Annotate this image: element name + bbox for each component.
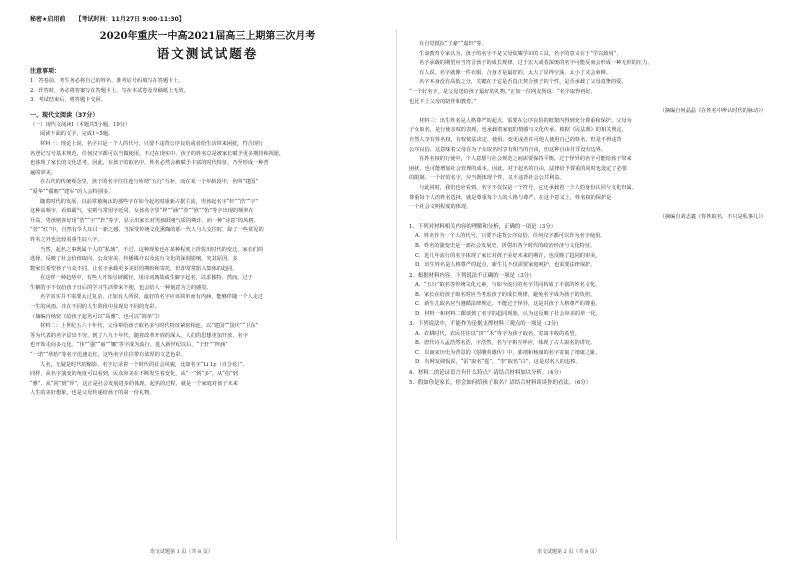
passage-line: 当然，起名之事既属个人的“私域”，不过，这种现象也在某种程度上折射出时代的变迁。家长们的: [40, 246, 264, 253]
question-option: B．家长在给孩子取名时应当考虑孩子的成长规律，避免名字成为孩子的负担。: [415, 291, 596, 298]
passage-line: 材料一：理论上说，名字只是一个人的代号。只要不违背公序良俗或者给生活带来困扰，符合现行: [40, 140, 264, 147]
passage-line: 有人说，名字就像一件衣服，合身才是最好的。太大了显得空荡，太小了又会束缚。: [419, 69, 611, 76]
passage-line: 一个社会文明程度的体现。: [409, 204, 472, 211]
passage-line: 公序良俗。这意味着父母在为子女取名时享有相当的自由，但这种自由并非没有边界。: [409, 146, 607, 153]
passage-line: “一个好名字，是父母送给孩子最好的礼物。”正如一位网友所说：“名字取得再好，: [409, 88, 596, 95]
exam-subject-title: 语文测试试题卷: [156, 46, 259, 61]
passage-line: （摘编自杨密《给孩子起名可以“高雅”，也可以“简单”》）: [30, 313, 163, 320]
passage-right-part1: [409, 40, 784, 107]
passage-line: 遍的审美。: [30, 169, 56, 176]
passage-line: 也比不上父母的陪伴和教育。”: [409, 98, 477, 105]
secret-label: 秘密★启用前: [30, 16, 66, 23]
passage-line: 在姓名权的行使中，个人意愿与社会规范之间需要保持平衡。过于怪异的名字可能给孩子带来: [419, 156, 632, 163]
question-option: B．姓名的演变史是一部社会发展史，折射出各个时代的政治经济与文化特征。: [415, 243, 596, 250]
passage-line: 等为代表的名字层出不穷。到了八九十年代，随着改革开放的深入，人们的思想更加开放，名字: [30, 332, 248, 339]
passage-line: 尊重每个人的姓名选择，就是尊重每个人的人格与尊严。在这个意义上，姓名权的保护是: [409, 194, 612, 201]
passage-line: 名字承载的期望应当符合孩子的成长规律，过于宏大或者深奥的名字可能反而会形成一种无形的压力。: [419, 60, 653, 67]
notice-item: 1．答卷前，考生务必将自己的姓名、准考证号码填写在答题卡上。: [30, 78, 184, 84]
passage-line: “一诺”“欣怡”等名字迅速走红，这些名字往往带有浓厚的文艺色彩。: [30, 352, 186, 359]
passage-line: 生命教育专家认为，孩子的名字不是父母炫耀学识的工具，名字的意义在于“学以致用”，: [419, 50, 622, 57]
passage-line: 这种高频字，看似霸气，实则与常用字近同。女孩名字里“梓”“涵”“萱”“欣”“怡”等字出现的频率在: [30, 208, 254, 215]
notice-item: 3．考试结束后，将答题卡交回。: [30, 97, 106, 104]
question-option: D．有网友调侃说，“雷”取名“霆”，“李”取名“白”，这是对名人的追捧。: [415, 359, 581, 366]
passage-line: 材料三：出生姓名是人格尊严的起点，需要在公序良俗的框架内得到充分尊重和保护。父母为: [419, 117, 632, 124]
question-option: C．近几年流行的名字体现了家长对孩子美好未来的期许，也反映了趋同的审美。: [415, 252, 601, 259]
passage-line: 生僻的字不仅给孩子日后的学习生活带来不便，也会给人一种刻意为之的感觉。: [30, 284, 212, 291]
question-option: C．新生儿取名应当遵循法律规定，不能过于怪异，这是对孩子人格尊严的尊重。: [415, 301, 601, 308]
passage-line: 人名，无疑是时代的缩影。名字记录着一个时代的社会风貌，比如名字“Li Ly（百合花）”。: [40, 361, 248, 368]
page-footer-left: 语文试题第 1 页（共 8 页）: [150, 549, 213, 555]
question-option: C．以南宋历史为背景的《射雕英雄传》中，郭靖和杨康的名字寄寓了靖康之耻。: [415, 349, 601, 356]
exam-title: 2020年重庆一中高2021届高三上期第三次月考: [99, 31, 316, 42]
passage-line: 的限制。一个好的名字，应当既体现个性，又不违背社会公共利益。: [409, 175, 565, 182]
passage-line: 在古代的传统观念里，孩子的名字往往连与所谓“五行”互补，而在某一个年龄段中，名叫“建国”: [40, 179, 259, 186]
passage-line: 人生的美好想象，也是父母传递给孩子的第一份礼物。: [30, 390, 155, 397]
passage-line: 也体现了家长的文化思考。因此，在孩子的取名中，姓名必然会被赋予丰富的时代特征，乃至形成一种普: [30, 160, 269, 167]
question-stem: 4．材料二的论证语言有什么特点？请结合材料加以分析。（4分）: [409, 370, 565, 377]
passage-right-part2: [409, 117, 784, 213]
passage-line: 名字其实并不需要太过复杂。正如有人所说，最好的名字应该简单而有内涵，能够伴随一个人走过: [40, 294, 264, 301]
notice: [30, 66, 385, 106]
passage-line: 升高。男孩则喜好用“浩”“宇”“轩”等字，显示出家长对男孩阳刚气质的期许。而一种“诗意”的风格，: [30, 217, 259, 224]
source-citation: （摘编自刘志鑫《你姓取名，不只是私事儿》）: [659, 213, 766, 220]
question-option: A．“五行”取名等传统文化元素，与如今流行的名字共同构成了丰富的姓名文化。: [415, 282, 601, 289]
notice-heading: 注意事项：: [30, 68, 61, 75]
source-citation: （摘编自何晶晶《在姓名中辨认时代的脉动》）: [659, 108, 766, 115]
question-list: [409, 222, 784, 388]
passage-line: 子女取名，是行使亲权的表现，也承载着家庭的情感与文化传承。根据《民法典》的相关规定，: [409, 127, 627, 134]
question-stem: 3．下列说法中，不能作为论据支撑材料三观点的一项是（3分）: [409, 321, 562, 328]
passage-line: “萱”“红”中，自然有令人耳目一新之感。当深受传统文化熏陶的那一代人与人交往时，除了一些常见的: [30, 227, 264, 234]
question-option: D．材料一和材料二都谈到了名字的趋同现象，认为这反映了社会审美的单一化。: [415, 310, 601, 317]
passage-line: 数家长希望孩子与众不同，让名字承载更多美好的期盼和寄托，但却常常陷入集体的趋同。: [30, 265, 238, 272]
question-option: A．姓名作为一个人的代号，只要不违背公序良俗，任何汉字都可以作为名字使用。: [415, 233, 606, 240]
passage-line: 在这样一种趋势中，有些人开始另辟蹊径，用诗词典故或生僻字起名，以求独特。然而，过于: [40, 275, 253, 282]
question-stem: 2．根据材料内容，下列说法不正确的一项是（3分）: [409, 272, 535, 279]
question-option: B．唐代诗人孟浩然名浩，字浩然，名与字相互呼应，体现了古人取名的讲究。: [415, 340, 596, 347]
passage-line: 在自觉抵抗“子豪”“嘉轩”等。: [419, 41, 487, 47]
passage-line: “爱华”“援朝”“建军”的人会特别多。: [30, 188, 114, 195]
exam-time: 【考试时间：11月27日 9:00-11:30】: [75, 16, 185, 23]
passage-line: 随着时代的发展，以前常被淘汰的那些字在如今起名时重新占据主流，男孩起名字“轩”“浩”“宇”: [40, 198, 259, 205]
question-option: A．农耕时代，农民往往以“田”“禾”等字为孩子取名，寄寓丰收的希望。: [415, 330, 580, 337]
page-footer-right: 语文试题第 2 页（共 8 页）: [537, 549, 600, 555]
exam-header: [30, 14, 385, 23]
passage-line: 同样，从名字演变的角度可以看到，民众审美在不断发生着变化，从“一”到“多”，从“俗”到: [30, 371, 238, 378]
reading-instruction: 阅读下面的文字，完成1~5题。: [40, 131, 114, 138]
passage-line: 姓名之外也比较看重生辰八字。: [30, 236, 103, 243]
passage-line: 名登记写号基本规范，任何汉字都可以当做使用。不过在现实中，孩子的姓名总是被家长赋予更多期待和祝愿，: [30, 150, 285, 157]
passage-line: 与此同时，我们也应看到，名字不仅仅是一个符号，它还承载着一个人的身份认同与文化归属。: [419, 184, 637, 191]
subsection-heading: （一）现代文阅读Ⅰ（本题共5小题，19分）: [30, 121, 131, 128]
section-heading: 一、现代文阅读（37分）: [30, 111, 99, 119]
question-option: D．出生姓名是人格尊严的起点，新生儿不仅需要家庭呵护，也需要法律保护。: [415, 262, 596, 269]
question-stem: 5．假如你是家长，你会如何给孩子取名？请结合材料谈谈你的看法。（6分）: [409, 380, 592, 387]
passage-left: [30, 140, 385, 399]
passage-line: 自然人享有姓名权，有权依法决定、使用、变更或者许可他人使用自己的姓名，但是不得违背: [409, 136, 622, 143]
passage-line: 材料二：上世纪五六十年代，父母辈给孩子取名多与时代特征紧密相连，以“建国”“国庆”“卫东”: [40, 323, 259, 330]
passage-line: “雅”，从“同”到“异”，这正是社会发展进步的体现。起名的过程，就是一个家庭对孩子未来: [30, 380, 238, 387]
question-stem: 1．下列对材料相关内容的理解和分析，正确的一项是（3分）: [409, 224, 557, 231]
passage-line: 选择，反映了社会价值取向、公众审美、传播媒介以及流行文化的深刻影响。究其原因，多: [30, 256, 238, 263]
passage-line: 困扰，也可能增加社会管理的成本。因此，对于起名的自由，法律给予尊重的同时也设定了必要: [409, 165, 627, 172]
passage-line: 一生的风雨，并在不同的人生阶段中显现出不同的光彩。: [30, 304, 160, 311]
passage-line: 也开始走向多元化。“伟”“强”“丽”“娜”等字成为流行。进入新世纪以后，“子轩”“梓涵”: [30, 342, 228, 349]
passage-line: 名字本身没有高低之分，关键在于它是否真正契合孩子的个性，是否承载了父母真挚的爱。: [419, 79, 627, 86]
page-right: [397, 0, 794, 561]
notice-item: 2．作答时，务必将答案写在答题卡上。写在本试卷及草稿纸上无效。: [30, 87, 189, 94]
